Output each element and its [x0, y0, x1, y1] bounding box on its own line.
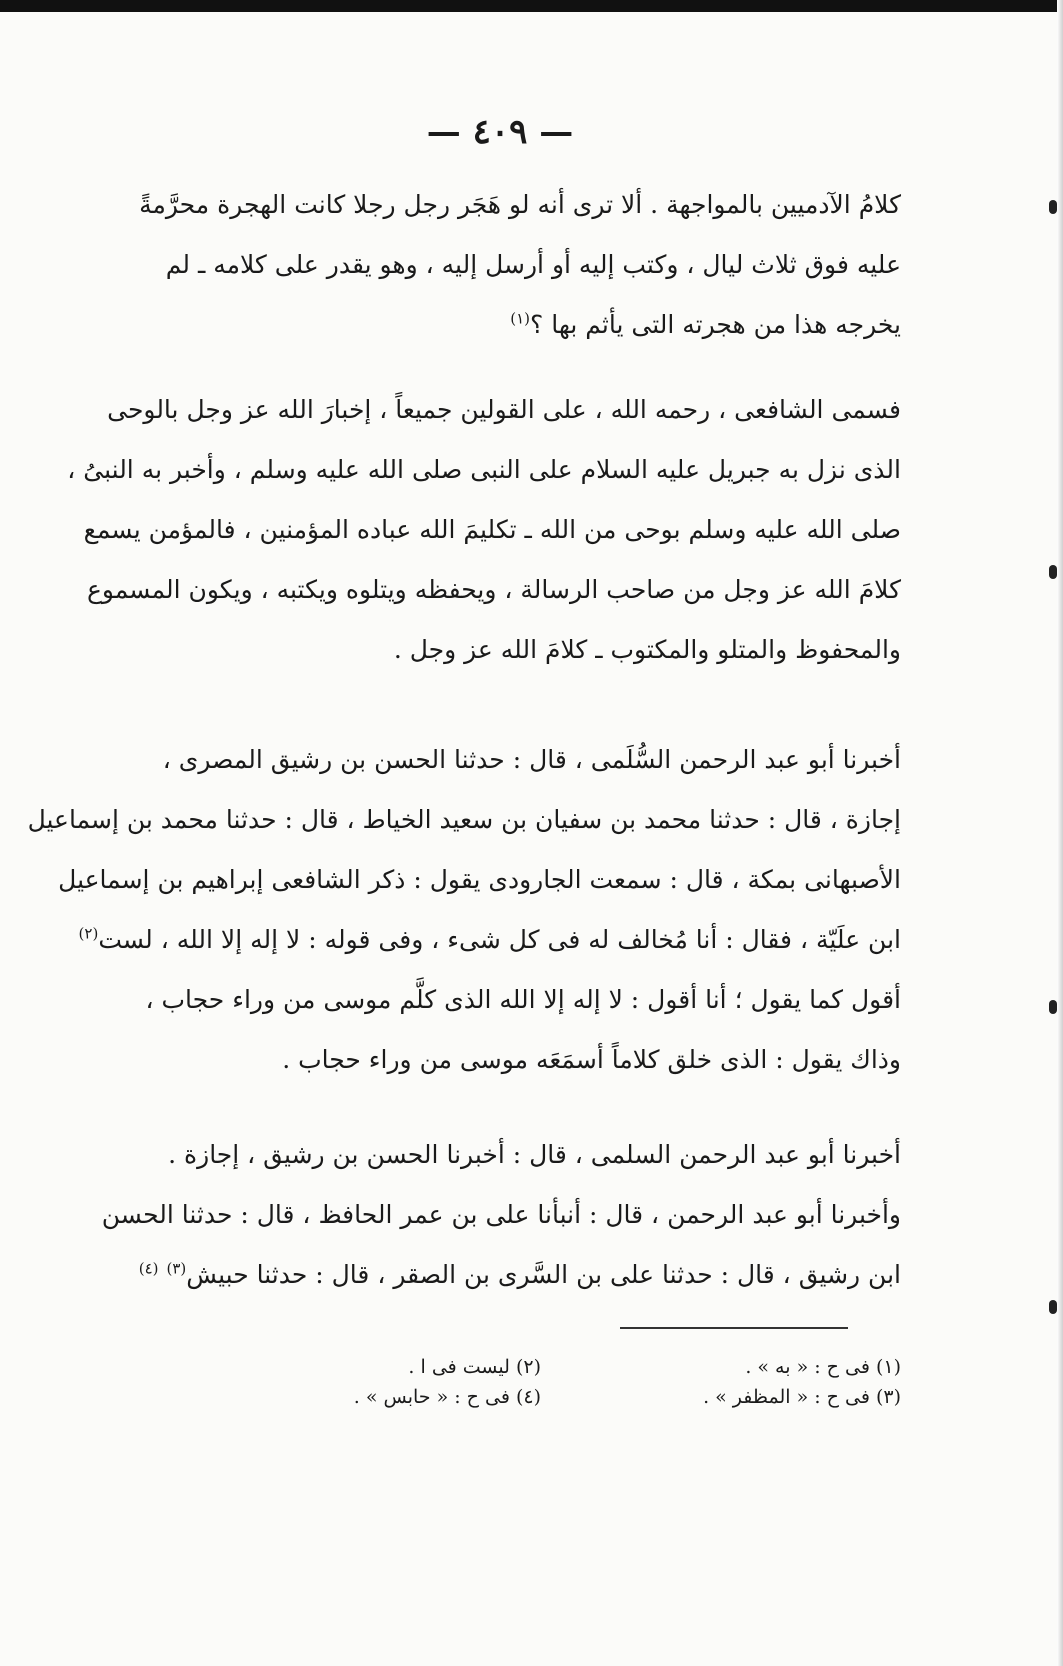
text-line [171, 295, 901, 355]
footnote-ref: (٢) [78, 924, 99, 943]
text-line: وأخبرنا أبو عبد الرحمن ، قال : أنبأنا على بن عمر الحافظ ، قال : حدثنا الحسن [101, 1200, 901, 1229]
scan-top-edge [0, 0, 1063, 12]
paragraph-3 [27, 730, 901, 1090]
binding-mark [1049, 565, 1057, 579]
footnote-ref: (١) [510, 309, 530, 328]
binding-mark [1049, 200, 1057, 214]
text-line [78, 910, 901, 970]
text-line: صلى الله عليه وسلم بوحى من الله ـ تكليمَ الله عباده المؤمنين ، فالمؤمن يسمع [83, 515, 901, 544]
text-line: أقول كما يقول ؛ أنا أقول : لا إله إلا الله الذى كلَّم موسى من وراء حجاب ، [145, 985, 901, 1014]
footnote: (١) فى ح : « به » . [745, 1356, 901, 1378]
text-line-content: ابن رشيق ، قال : حدثنا على بن السَّرى بن الصقر ، قال : حدثنا حبيش [186, 1260, 901, 1289]
text-line [138, 1245, 901, 1305]
footnotes-left-column [171, 1352, 541, 1412]
paragraph-4 [101, 1125, 901, 1305]
text-line: الأصبهانى بمكة ، قال : سمعت الجارودى يقول : ذكر الشافعى إبراهيم بن إسماعيل [58, 865, 901, 894]
text-line-content: يخرجه هذا من هجرته التى يأثم بها ؟ [529, 310, 901, 339]
text-line: أخبرنا أبو عبد الرحمن السُّلَمى ، قال : حدثنا الحسن بن رشيق المصرى ، [162, 745, 901, 774]
text-line: كلامُ الآدميين بالمواجهة . ألا ترى أنه لو هَجَر رجل رجلا كانت الهجرة محرَّمةً [139, 190, 901, 219]
footnote: (٣) فى ح : « المظفر » . [703, 1386, 901, 1408]
text-line: الذى نزل به جبريل عليه السلام على النبى صلى الله عليه وسلم ، وأخبر به النبىُ ، [67, 455, 901, 484]
text-line: فسمى الشافعى ، رحمه الله ، على القولين جميعاً ، إخبارَ الله عز وجل بالوحى [107, 395, 901, 424]
paragraph-2 [67, 380, 901, 680]
text-line: والمحفوظ والمتلو والمكتوب ـ كلامَ الله عز وجل . [393, 635, 901, 664]
text-line: إجازة ، قال : حدثنا محمد بن سفيان بن سعيد الخياط ، قال : حدثنا محمد بن إسماعيل [27, 805, 901, 834]
text-line-content: ابن علَيّة ، فقال : أنا مُخالف له فى كل شىء ، وفى قوله : لا إله إلا الله ، لست [98, 925, 901, 954]
paragraph-1 [139, 175, 901, 355]
binding-mark [1049, 1300, 1057, 1314]
text-line: كلامَ الله عز وجل من صاحب الرسالة ، ويحفظه ويتلوه ويكتبه ، ويكون المسموع [86, 575, 901, 604]
text-line: أخبرنا أبو عبد الرحمن السلمى ، قال : أخبرنا الحسن بن رشيق ، إجازة . [168, 1140, 901, 1169]
footnote: (٤) فى ح : « حابس » . [353, 1386, 541, 1408]
page-number: — ٤٠٩ — [426, 112, 574, 152]
scan-right-edge [1057, 0, 1063, 1666]
footnote-divider [620, 1327, 848, 1329]
text-line: عليه فوق ثلاث ليال ، وكتب إليه أو أرسل إليه ، وهو يقدر على كلامه ـ لم [165, 250, 901, 279]
footnote-ref: (٣) [166, 1259, 187, 1278]
footnote-ref: (٤) [138, 1259, 159, 1278]
footnote: (٢) ليست فى ا . [408, 1356, 541, 1378]
footnotes-right-column [571, 1352, 901, 1412]
binding-mark [1049, 1000, 1057, 1014]
text-line: وذاك يقول : الذى خلق كلاماً أسمَعَه موسى من وراء حجاب . [282, 1045, 901, 1074]
